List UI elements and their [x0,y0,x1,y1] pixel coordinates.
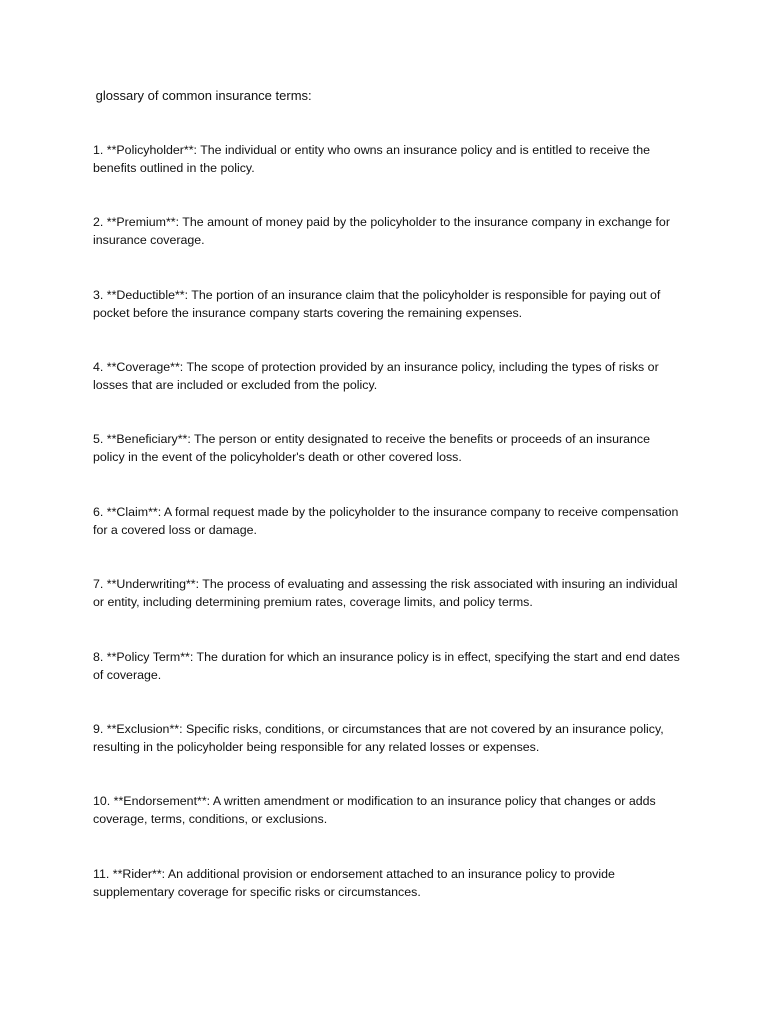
glossary-entry-exclusion: 9. **Exclusion**: Specific risks, conditions, or circumstances that are not covered by an insurance policy, resulting in the policyholder being responsible for any related losses or expenses. [93,722,664,754]
glossary-entry-policy-term: 8. **Policy Term**: The duration for which an insurance policy is in effect, specifying the start and end dates of coverage. [93,650,680,682]
document-heading: glossary of common insurance terms: [92,88,312,103]
glossary-entry-coverage: 4. **Coverage**: The scope of protection provided by an insurance policy, including the types of risks or losses that are included or excluded from the policy. [93,360,659,392]
glossary-entry-claim: 6. **Claim**: A formal request made by the policyholder to the insurance company to receive compensation for a covered loss or damage. [93,505,679,537]
glossary-entry-endorsement: 10. **Endorsement**: A written amendment or modification to an insurance policy that changes or adds coverage, terms, conditions, or exclusions. [93,794,656,826]
glossary-entry-beneficiary: 5. **Beneficiary**: The person or entity designated to receive the benefits or proceeds of an insurance policy in the event of the policyholder's death or other covered loss. [93,432,650,464]
glossary-entry-policyholder: 1. **Policyholder**: The individual or entity who owns an insurance policy and is entitled to receive the benefits outlined in the policy. [93,143,650,175]
glossary-entry-underwriting: 7. **Underwriting**: The process of evaluating and assessing the risk associated with insuring an individual or entity, including determining premium rates, coverage limits, and policy terms. [93,577,678,609]
glossary-entry-deductible: 3. **Deductible**: The portion of an insurance claim that the policyholder is responsible for paying out of pocket before the insurance company starts covering the remaining expenses. [93,288,661,320]
glossary-entry-rider: 11. **Rider**: An additional provision or endorsement attached to an insurance policy to provide supplementary coverage for specific risks or circumstances. [93,867,615,899]
glossary-entry-premium: 2. **Premium**: The amount of money paid by the policyholder to the insurance company in exchange for insurance coverage. [93,215,670,247]
